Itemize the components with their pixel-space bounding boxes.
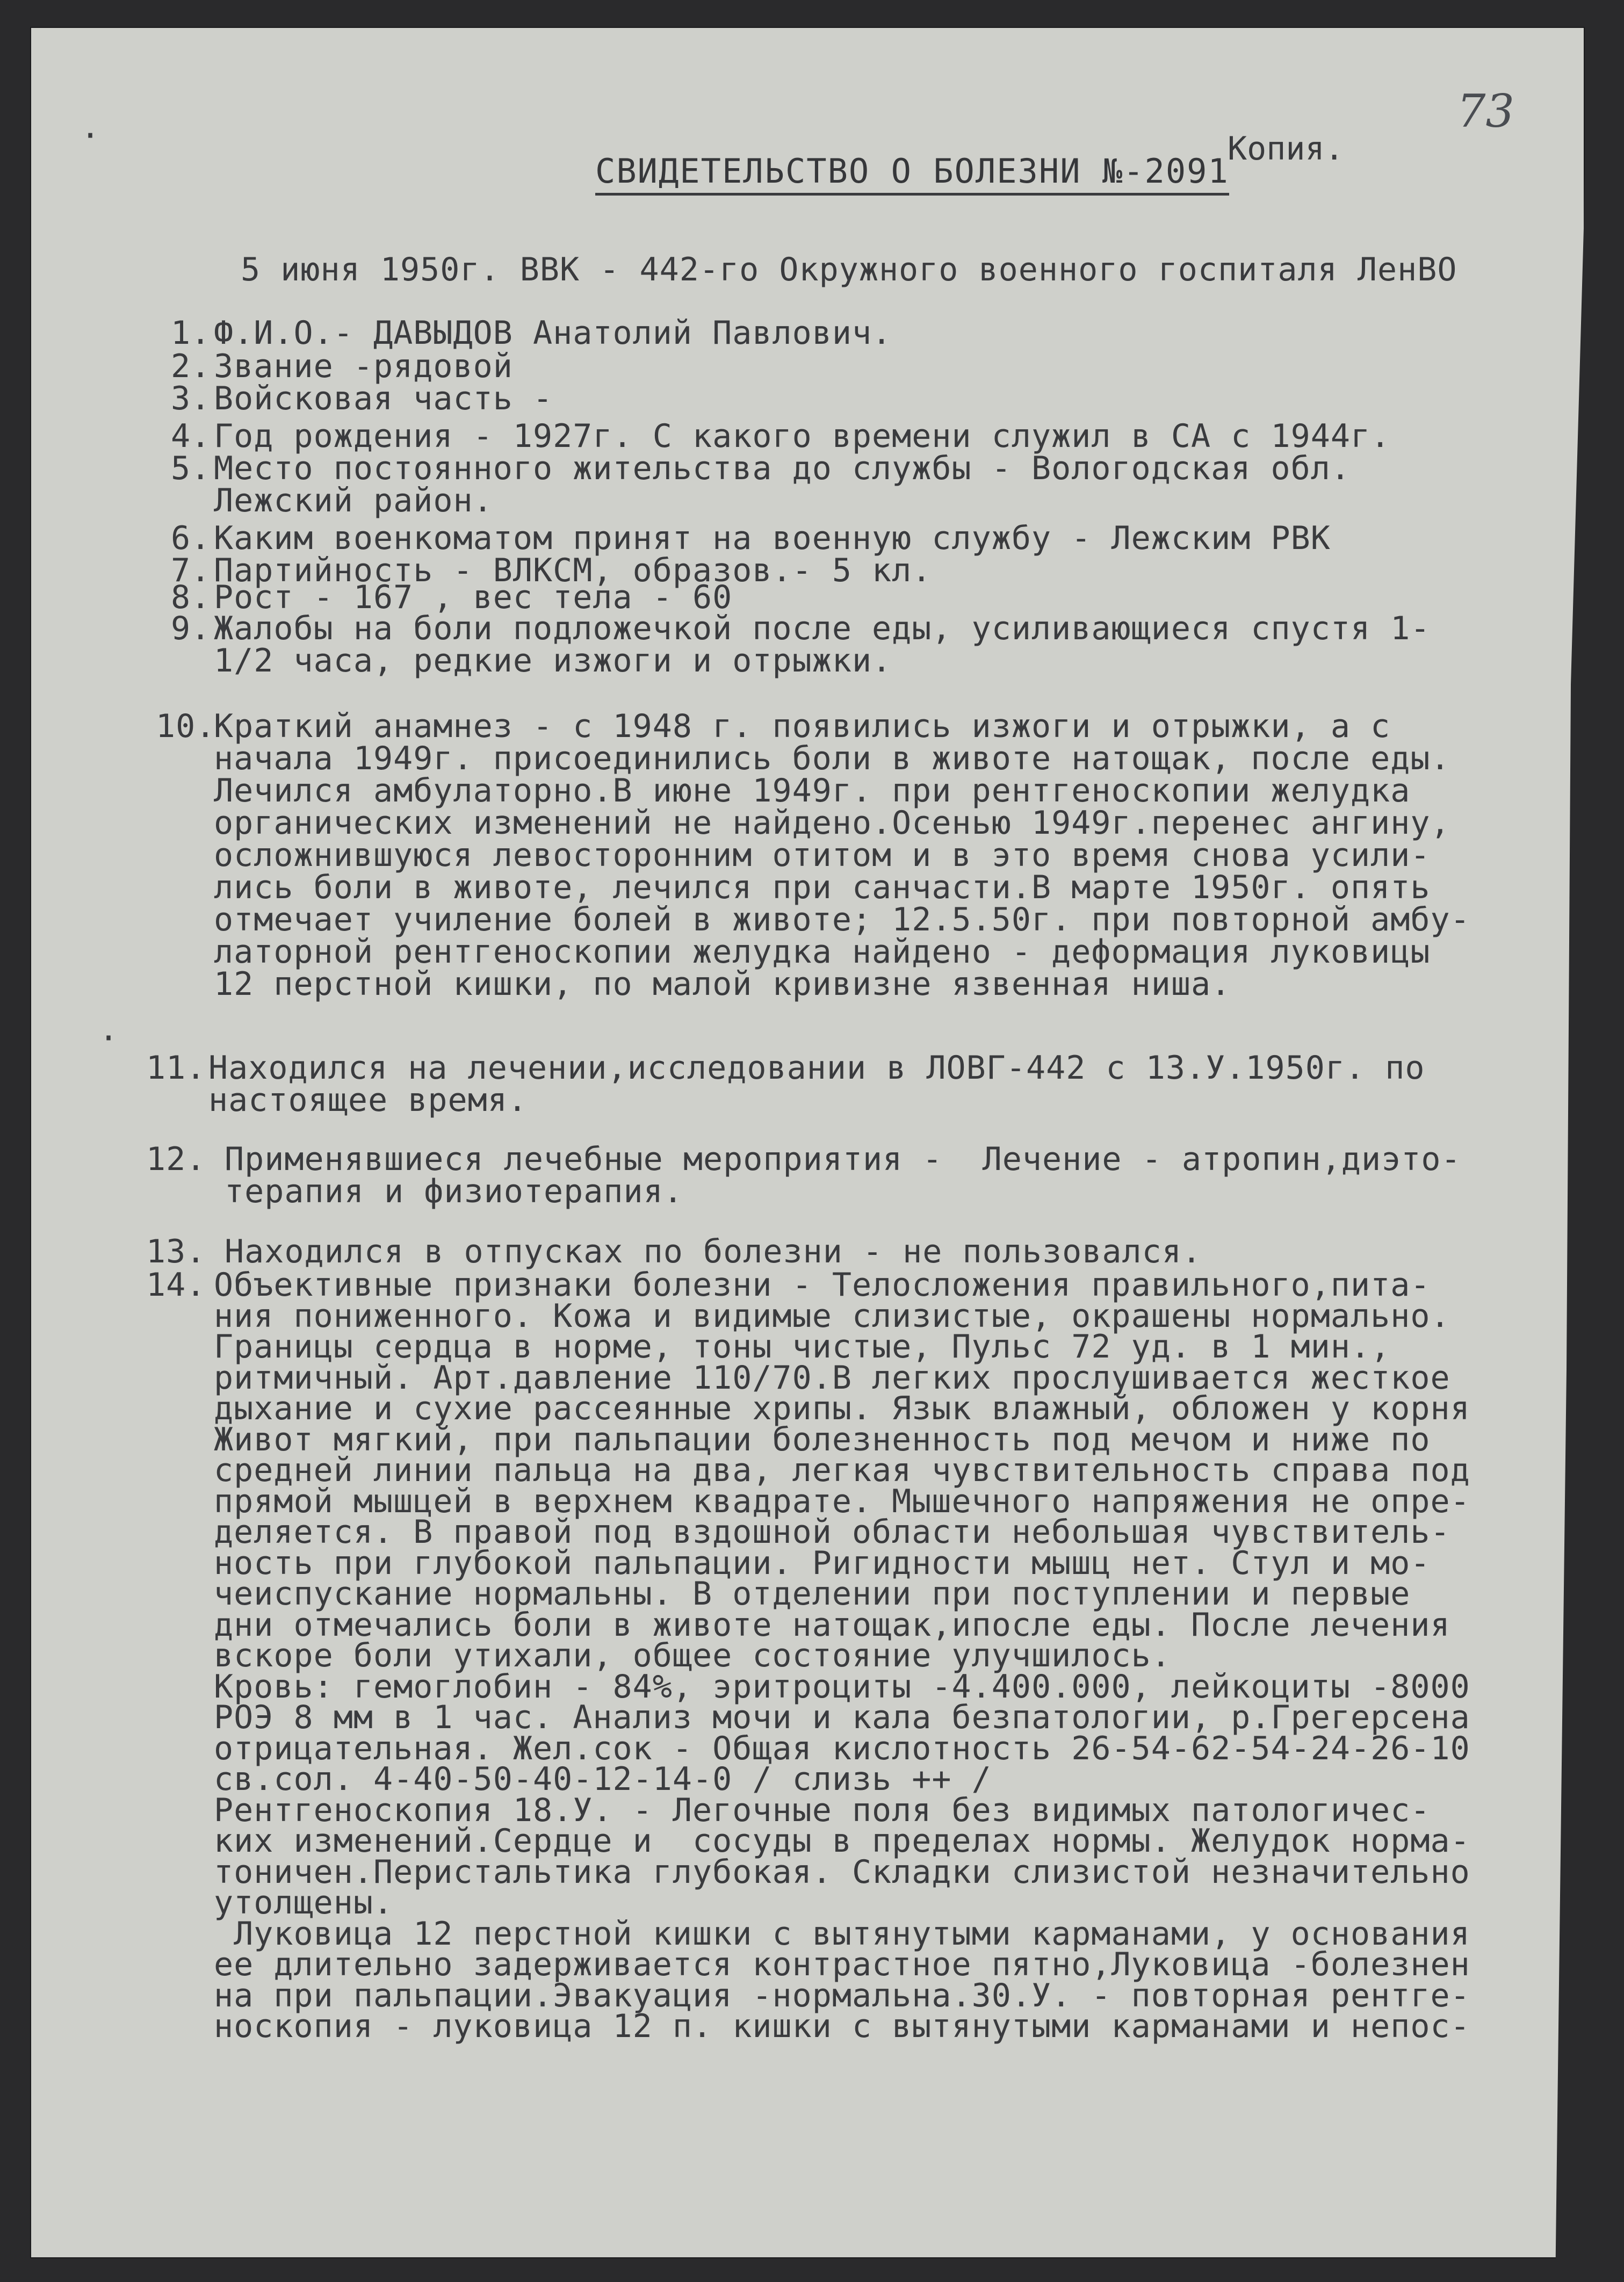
item-text-line: вскоре боли утихали, общее состояние улучшилось. (214, 1637, 1171, 1674)
item-number: 13. (146, 1233, 206, 1270)
item-text-line: прямой мышцей в верхнем квадрате. Мышечного напряжения не опре- (214, 1482, 1470, 1520)
item-text-line: Звание -рядовой (214, 348, 513, 385)
item-text-line: ность при глубокой пальпации. Ригидности мышц нет. Стул и мо- (214, 1544, 1431, 1582)
item-text-line: отмечает училение болей в животе; 12.5.50г. при повторной амбу- (214, 901, 1470, 938)
item-text-line: Луковица 12 перстной кишки с вытянутыми карманами, у основания (214, 1915, 1470, 1953)
item-text-line: Лечился амбулаторно.В июне 1949г. при рентгеноскопии желудка (214, 772, 1411, 810)
item-text-line: 12 перстной кишки, по малой кривизне язвенная ниша. (214, 965, 1231, 1003)
item-number: 3. (171, 380, 211, 417)
document-title: СВИДЕТЕЛЬСТВО О БОЛЕЗНИ №-2091 (595, 151, 1229, 196)
item-text-line: Границы сердца в норме, тоны чистые, Пульс 72 уд. в 1 мин., (214, 1328, 1391, 1366)
item-number: 8. (171, 579, 211, 616)
item-text-line: органических изменений не найдено.Осенью 1949г.перенес ангину, (214, 804, 1450, 842)
item-text-line: ких изменений.Сердце и сосуды в пределах нормы. Желудок норма- (214, 1822, 1470, 1860)
item-text-line: Место постоянного жительства до службы - Вологодская обл. (214, 450, 1351, 487)
item-text-line: Живот мягкий, при пальпации болезненность под мечом и ниже по (214, 1420, 1431, 1458)
item-text-line: Находился на лечении,исследовании в ЛОВГ-442 с 13.У.1950г. по (208, 1049, 1425, 1087)
item-text-line: Ф.И.О.- ДАВЫДОВ Анатолий Павлович. (214, 314, 892, 352)
item-number: 2. (171, 348, 211, 385)
item-text-line: отрицательная. Жел.сок - Общая кислотность 26-54-62-54-24-26-10 (214, 1729, 1470, 1767)
item-text-line: Год рождения - 1927г. С какого времени служил в СА с 1944г. (214, 417, 1391, 455)
item-text-line: деляется. В правой под вздошной области небольшая чувствитель- (214, 1513, 1450, 1551)
item-text-line: носкопия - луковица 12 п. кишки с вытянутыми карманами и непос- (214, 2007, 1470, 2045)
item-text-line: Объективные признаки болезни - Телосложения правильного,пита- (214, 1266, 1431, 1304)
item-text-line: средней линии пальца на два, легкая чувствительность справа под (214, 1451, 1470, 1489)
item-text-line: Применявшиеся лечебные мероприятия - Лечение - атропин,диэто- (225, 1140, 1461, 1178)
page-number: 73 (1457, 85, 1514, 138)
item-text-line: ее длительно задерживается контрастное пятно,Луковица -болезнен (214, 1946, 1470, 1983)
item-text-line: РОЭ 8 мм в 1 час. Анализ мочи и кала безпатологии, р.Грегерсена (214, 1699, 1470, 1736)
margin-mark: · (81, 117, 100, 155)
item-text-line: осложнившуюся левосторонним отитом и в это время снова усили- (214, 836, 1431, 874)
item-text-line: Войсковая часть - (214, 380, 553, 417)
item-text-line: Жалобы на боли подложечкой после еды, усиливающиеся спустя 1- (214, 610, 1431, 647)
item-text-line: Рентгеноскопия 18.У. - Легочные поля без видимых патологичес- (214, 1791, 1431, 1829)
item-text-line: лись боли в животе, лечился при санчасти.В марте 1950г. опять (214, 869, 1431, 906)
item-text-line: дни отмечались боли в животе натощак,ипосле еды. После лечения (214, 1606, 1450, 1644)
item-number: 4. (171, 417, 211, 455)
item-text-line: Находился в отпусках по болезни - не пользовался. (225, 1233, 1202, 1270)
item-number: 9. (171, 610, 211, 647)
item-text-line: дыхание и сухие рассеянные хрипы. Язык влажный, обложен у корня (214, 1390, 1470, 1427)
item-text-line: Рост - 167 , вес тела - 60 (214, 579, 733, 616)
item-text-line: Партийность - ВЛКСМ, образов.- 5 кл. (214, 552, 932, 589)
item-text-line: Каким военкоматом принят на военную службу - Лежским РВК (214, 519, 1331, 557)
item-number: 1. (171, 314, 211, 352)
item-number: 5. (171, 450, 211, 487)
item-number: 11. (146, 1049, 206, 1087)
item-text-line: латорной рентгеноскопии желудка найдено - деформация луковицы (214, 933, 1431, 971)
item-text-line: ния пониженного. Кожа и видимые слизистые, окрашены нормально. (214, 1297, 1450, 1335)
item-text-line: Краткий анамнез - с 1948 г. появились изжоги и отрыжки, а с (214, 707, 1391, 745)
item-text-line: ритмичный. Арт.давление 110/70.В легких прослушивается жесткое (214, 1359, 1450, 1397)
item-text-line: утолщены. (214, 1884, 394, 1922)
item-text-line: чеиспускание нормальны. В отделении при поступлении и первые (214, 1575, 1411, 1613)
item-number: 10. (156, 707, 216, 745)
item-text-line: св.сол. 4-40-50-40-12-14-0 / слизь ++ / (214, 1760, 992, 1798)
item-text-line: 1/2 часа, редкие изжоги и отрыжки. (214, 642, 892, 680)
item-text-line: тоничен.Перистальтика глубокая. Складки слизистой незначительно (214, 1853, 1470, 1891)
item-number: 7. (171, 552, 211, 589)
item-number: 6. (171, 519, 211, 557)
item-text-line: Лежский район. (214, 482, 493, 519)
item-number: 12. (146, 1140, 206, 1178)
intro-line: 5 июня 1950г. ВВК - 442-го Окружного военного госпиталя ЛенВО (241, 251, 1457, 288)
item-number: 14. (146, 1266, 206, 1304)
item-text-line: на при пальпации.Эвакуация -нормальна.30.У. - повторная рентге- (214, 1976, 1470, 2014)
item-text-line: начала 1949г. присоединились боли в животе натощак, после еды. (214, 740, 1450, 777)
item-text-line: Кровь: гемоглобин - 84%, эритроциты -4.400.000, лейкоциты -8000 (214, 1667, 1470, 1706)
item-text-line: настоящее время. (208, 1081, 528, 1119)
copy-label: Копия. (1228, 130, 1344, 168)
item-text-line: терапия и физиотерапия. (225, 1173, 683, 1210)
margin-mark: · (99, 1020, 119, 1057)
